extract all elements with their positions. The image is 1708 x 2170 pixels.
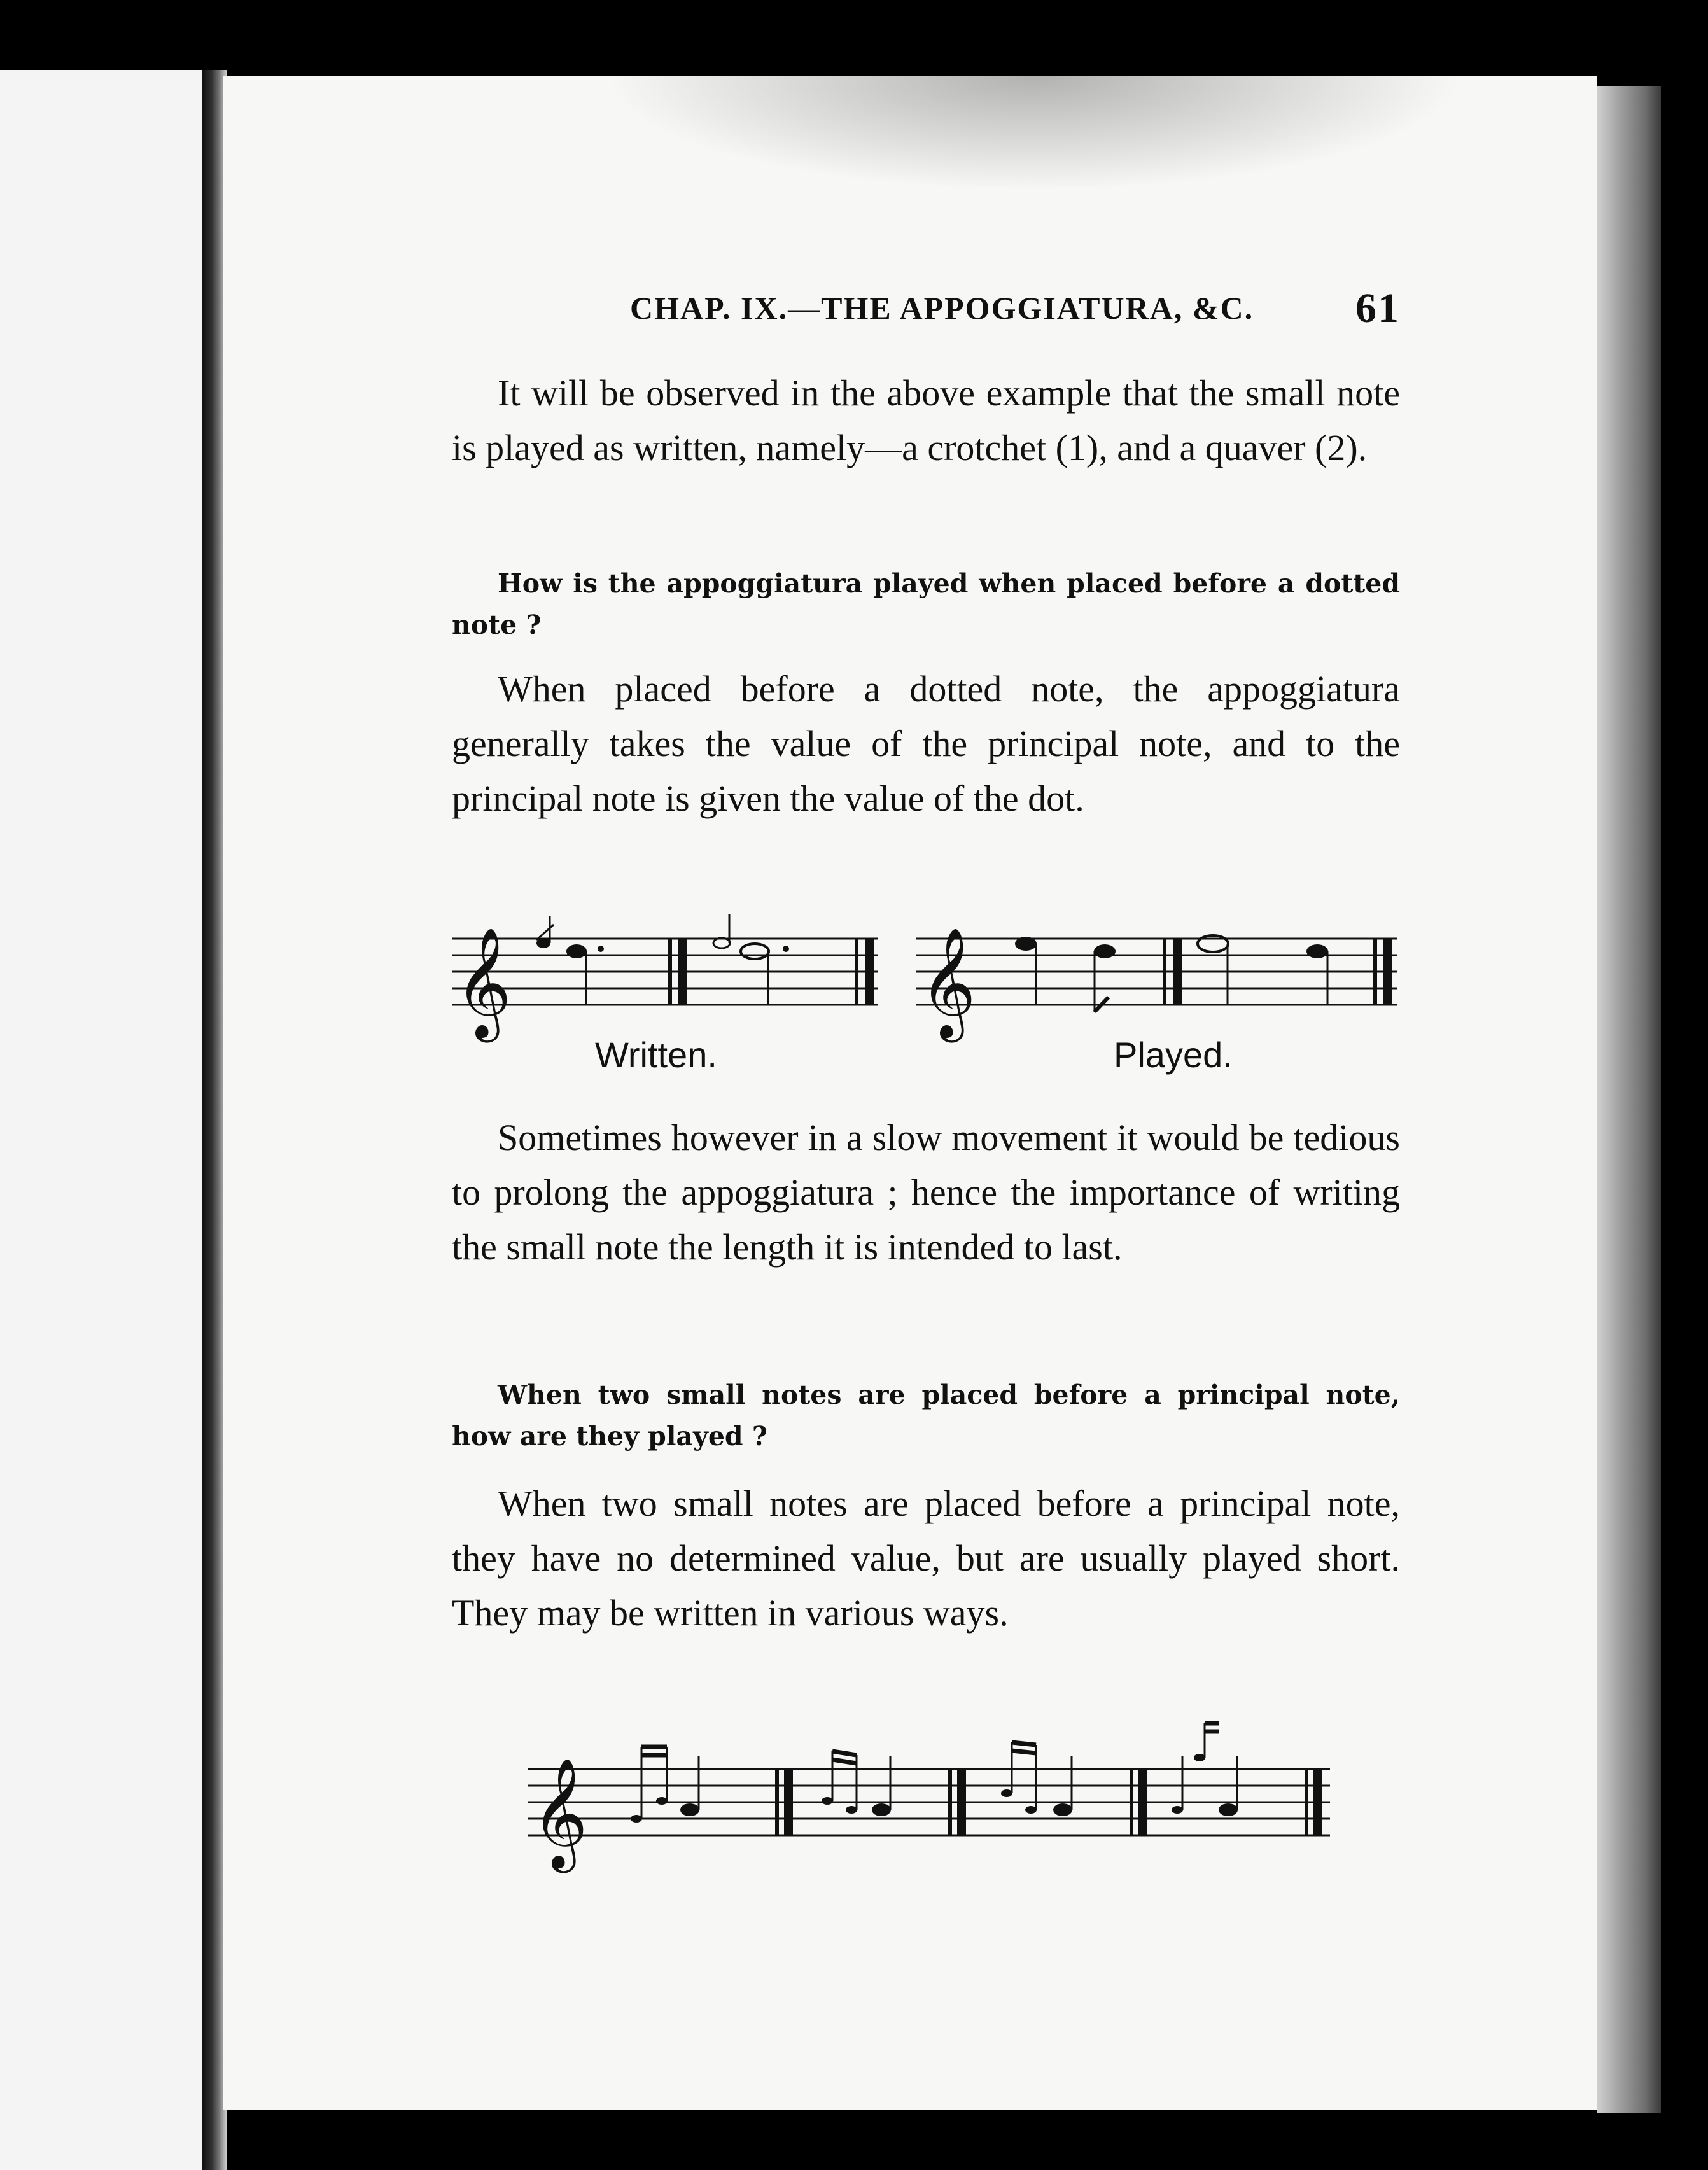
played-label: Played. xyxy=(1114,1035,1233,1075)
paragraph-4: When two small notes are placed before a principal note, they have no determined value, but are usually played short. They may be written in various ways. xyxy=(452,1483,1400,1634)
svg-text:𝄞: 𝄞 xyxy=(531,1758,588,1868)
paragraph-1: It will be observed in the above example that the small note is played as written, namely—a crotchet (1), and a quaver (2). xyxy=(452,372,1400,468)
paragraph-3: Sometimes however in a slow movement it would be tedious to prolong the appoggiatura ; hence the importance of writing the small note the length it is intended to last. xyxy=(452,1117,1400,1268)
page-number: 61 xyxy=(1355,285,1400,332)
question-2: When two small notes are placed before a principal note, how are they played ? xyxy=(452,1380,1400,1452)
page-shadow xyxy=(605,76,1464,191)
small-notes-group-3 xyxy=(1001,1742,1072,1816)
svg-text:𝄞: 𝄞 xyxy=(455,927,512,1038)
running-title: CHAP. IX.—THE APPOGGIATURA, &C. xyxy=(630,290,1254,326)
left-page xyxy=(0,70,204,2170)
music-example-played xyxy=(916,907,1400,1079)
svg-text:𝄞: 𝄞 xyxy=(920,927,976,1038)
small-notes-group-2 xyxy=(822,1751,891,1816)
page-edge xyxy=(1597,86,1661,2113)
question-1: How is the appoggiatura played when placed before a dotted note ? xyxy=(452,568,1400,640)
paragraph-2: When placed before a dotted note, the appoggiatura generally takes the value of the principal note, and to the principal note is given the value of the dot. xyxy=(452,668,1400,819)
music-example-small-notes xyxy=(528,1718,1330,1896)
written-label: Written. xyxy=(595,1035,717,1075)
music-example-written xyxy=(452,907,885,1079)
